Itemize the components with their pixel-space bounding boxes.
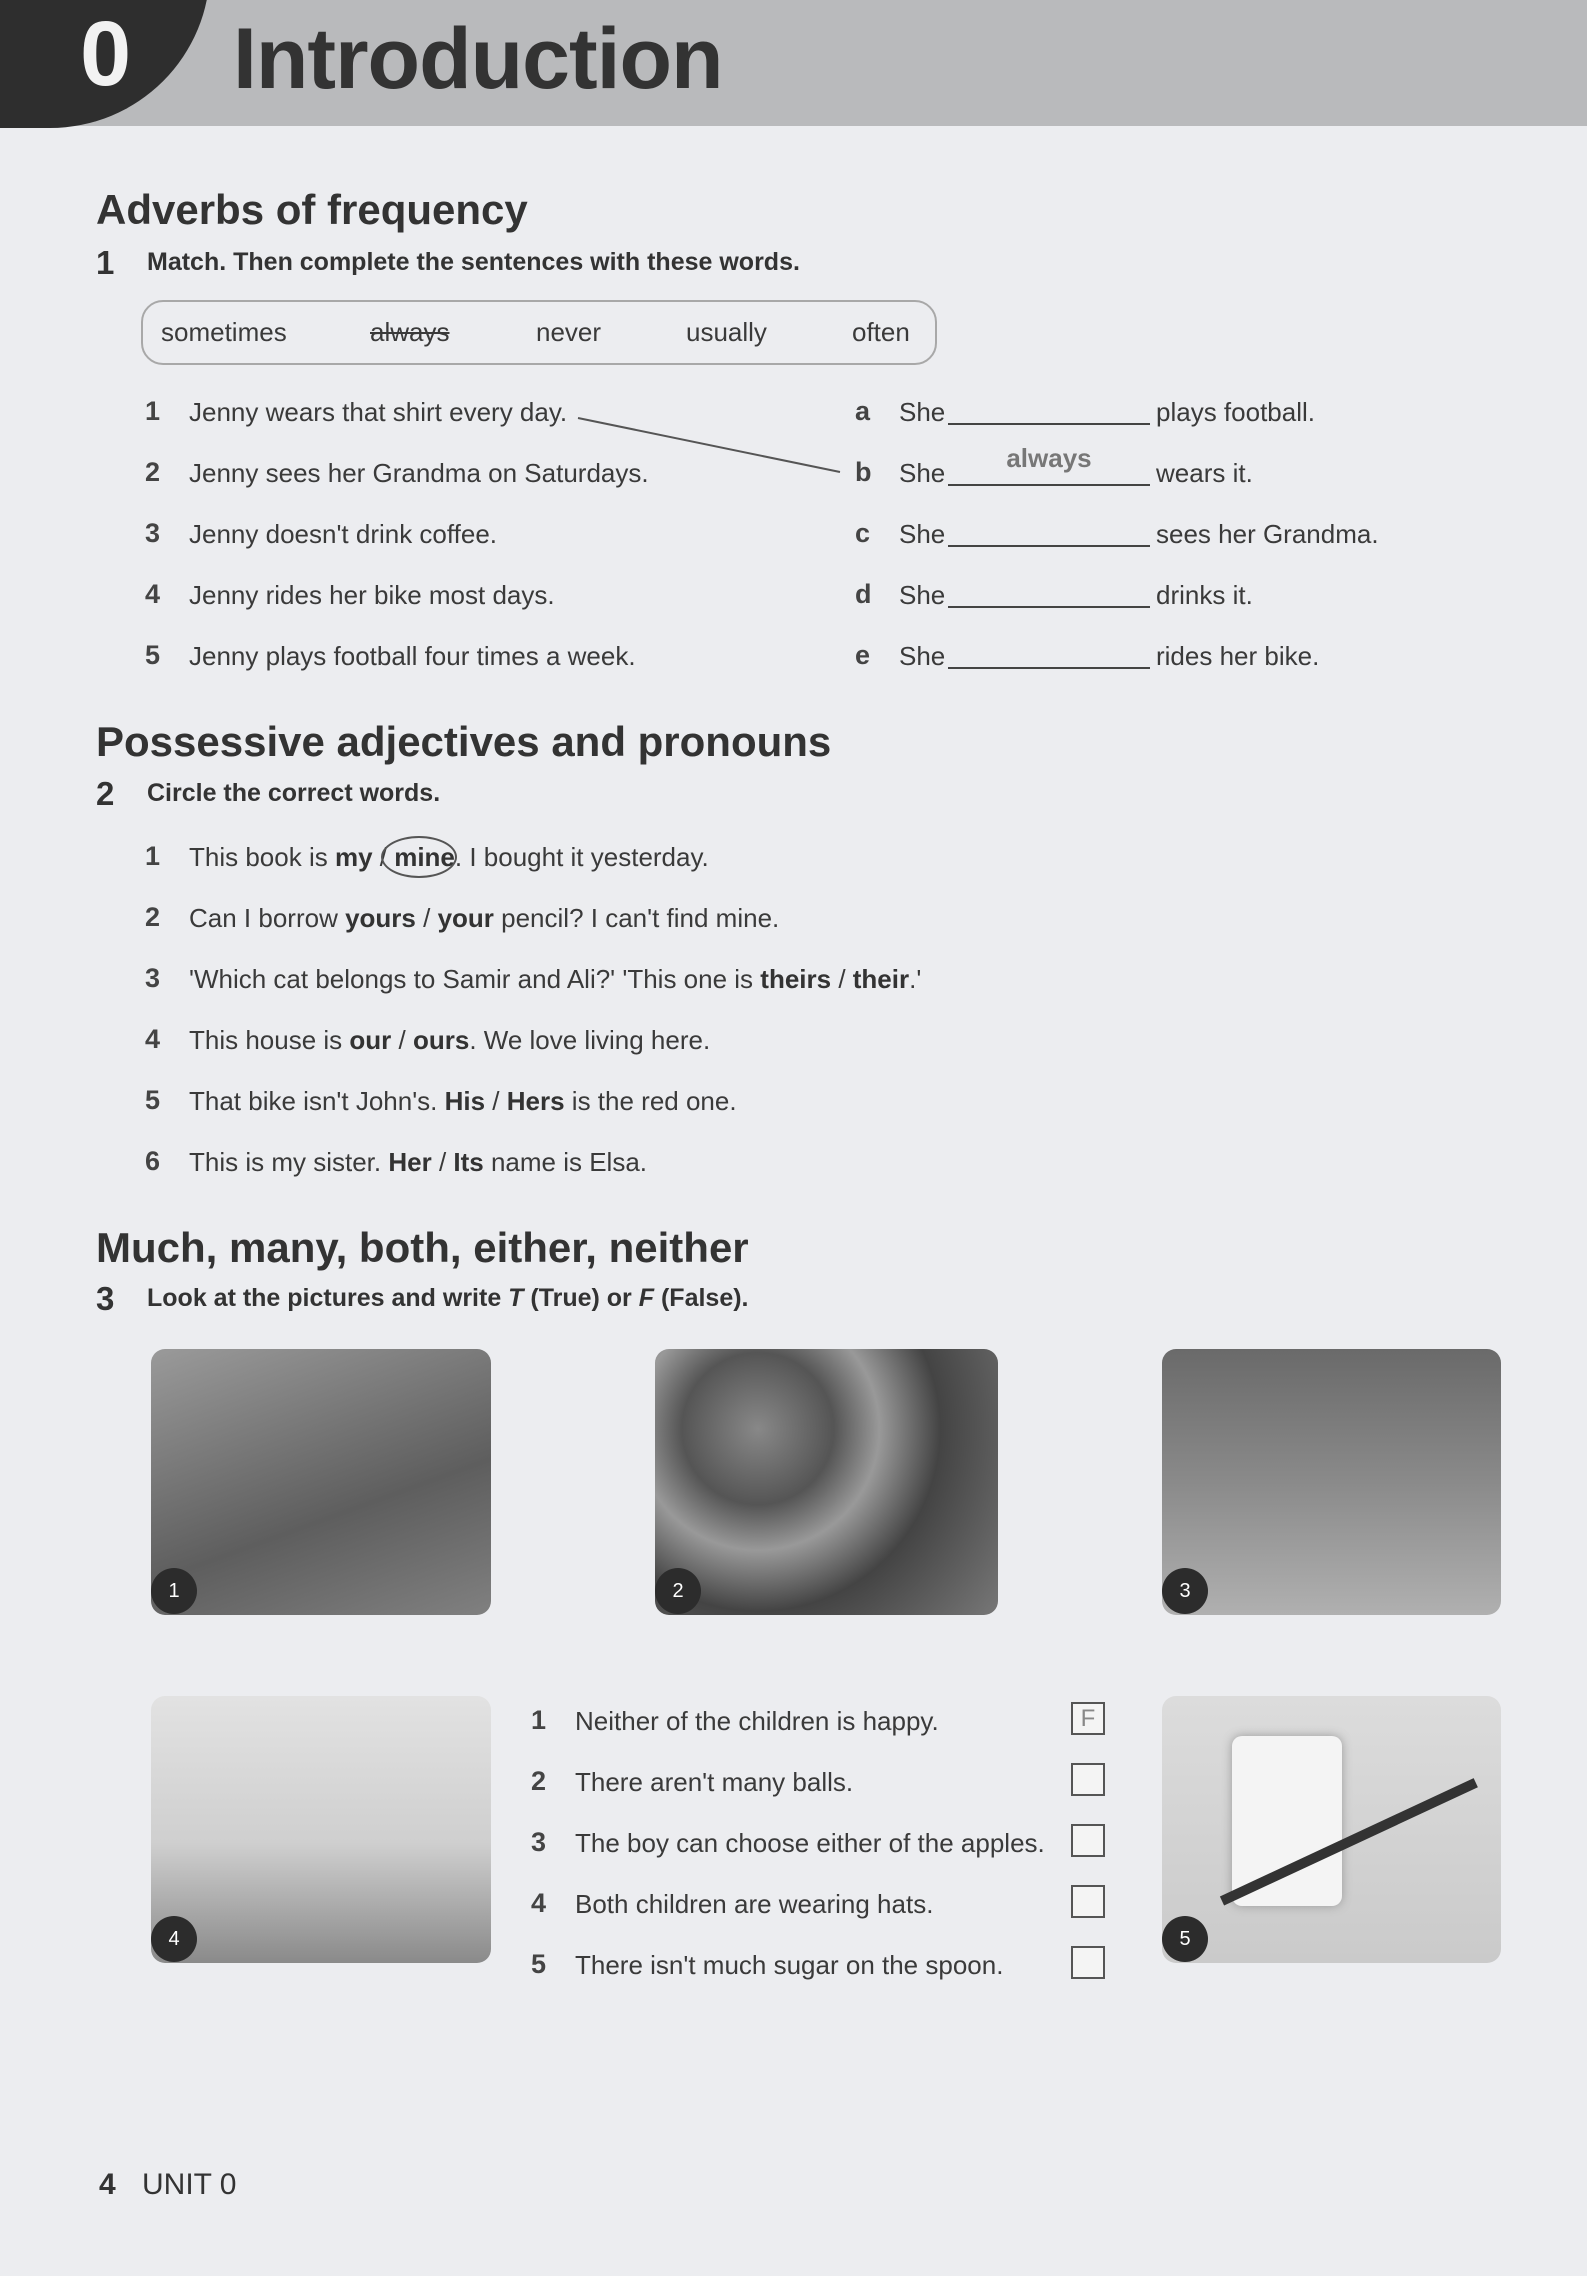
item-text: drinks it. bbox=[1156, 580, 1253, 610]
item-number: 5 bbox=[145, 640, 161, 670]
item-sentence bbox=[189, 903, 779, 934]
text: That bike isn't John's. bbox=[189, 1086, 445, 1116]
item-number: 4 bbox=[145, 1024, 161, 1054]
item-sentence bbox=[189, 964, 921, 995]
item-text: She bbox=[899, 641, 946, 671]
word-crossed: always bbox=[370, 317, 450, 347]
section-heading: Much, many, both, either, neither bbox=[96, 1224, 749, 1271]
item-text: There aren't many balls. bbox=[575, 1767, 854, 1797]
exercise-number: 2 bbox=[96, 775, 115, 812]
text: . We love living here. bbox=[469, 1025, 711, 1055]
instruction: Match. Then complete the sentences with these words. bbox=[147, 248, 800, 276]
item-number: 2 bbox=[531, 1766, 547, 1796]
item-number: 4 bbox=[145, 579, 161, 609]
section-heading: Adverbs of frequency bbox=[96, 186, 528, 233]
photo-number-badge: 3 bbox=[1162, 1568, 1208, 1614]
answer-blank[interactable] bbox=[948, 667, 1150, 669]
item-text: Jenny doesn't drink coffee. bbox=[189, 519, 498, 549]
answer-blank[interactable] bbox=[948, 423, 1150, 425]
item-sentence bbox=[189, 1025, 710, 1056]
item-letter: b bbox=[855, 457, 872, 487]
separator: / bbox=[372, 842, 395, 872]
item-text: Both children are wearing hats. bbox=[575, 1889, 934, 1919]
item-number: 1 bbox=[145, 396, 161, 426]
item-letter: e bbox=[855, 640, 871, 670]
option-a[interactable]: yours bbox=[345, 903, 416, 933]
item-number: 4 bbox=[531, 1888, 547, 1918]
answer-checkbox[interactable]: F bbox=[1071, 1702, 1105, 1735]
instruction: Circle the correct words. bbox=[147, 779, 441, 807]
answer-checkbox[interactable] bbox=[1071, 1763, 1105, 1796]
separator: / bbox=[831, 964, 853, 994]
answer-checkbox[interactable] bbox=[1071, 1946, 1105, 1979]
unit-label: UNIT 0 bbox=[142, 2168, 237, 2201]
text: pencil? I can't find mine. bbox=[493, 903, 780, 933]
answer-blank[interactable] bbox=[948, 606, 1150, 608]
exercise-number: 3 bbox=[96, 1280, 115, 1317]
item-text: The boy can choose either of the apples. bbox=[575, 1828, 1045, 1858]
item-text: Jenny plays football four times a week. bbox=[189, 641, 636, 671]
photo-picnic bbox=[1162, 1349, 1501, 1615]
answer-checkbox[interactable] bbox=[1071, 1824, 1105, 1857]
photo-two-boys bbox=[151, 1349, 491, 1615]
item-text: Jenny wears that shirt every day. bbox=[189, 397, 568, 427]
photo-sugar-spoon bbox=[1162, 1696, 1501, 1963]
separator: / bbox=[415, 903, 438, 933]
text: This is my sister. bbox=[189, 1147, 389, 1177]
exercise-number: 1 bbox=[96, 244, 115, 281]
item-text: She bbox=[899, 458, 946, 488]
text: This house is bbox=[189, 1025, 350, 1055]
page-title: Introduction bbox=[233, 11, 723, 107]
answer-circle bbox=[381, 836, 457, 878]
option-a[interactable]: my bbox=[334, 842, 373, 872]
photo-number-badge: 5 bbox=[1162, 1916, 1208, 1962]
option-b[interactable]: mine bbox=[394, 842, 455, 872]
answer-text: always bbox=[1006, 443, 1092, 473]
item-number: 1 bbox=[531, 1705, 547, 1735]
word: never bbox=[536, 317, 602, 347]
option-a[interactable]: His bbox=[444, 1086, 486, 1116]
option-b[interactable]: their bbox=[852, 964, 910, 994]
item-sentence bbox=[189, 1086, 737, 1117]
option-b[interactable]: your bbox=[437, 903, 494, 933]
item-text: sees her Grandma. bbox=[1156, 519, 1379, 549]
word: often bbox=[852, 317, 910, 347]
word: usually bbox=[686, 317, 767, 347]
item-number: 2 bbox=[145, 902, 161, 932]
answer-blank[interactable] bbox=[948, 484, 1150, 486]
item-text: There isn't much sugar on the spoon. bbox=[575, 1950, 1004, 1980]
text: Can I borrow bbox=[189, 903, 346, 933]
option-b[interactable]: Hers bbox=[506, 1086, 565, 1116]
option-b[interactable]: ours bbox=[412, 1025, 470, 1055]
item-text: plays football. bbox=[1156, 397, 1315, 427]
item-text: Jenny sees her Grandma on Saturdays. bbox=[189, 458, 649, 488]
option-b[interactable]: Its bbox=[453, 1147, 484, 1177]
item-text: She bbox=[899, 580, 946, 610]
text: is the red one. bbox=[564, 1086, 737, 1116]
item-letter: c bbox=[855, 518, 871, 548]
item-number: 1 bbox=[145, 841, 161, 871]
text: .' bbox=[909, 964, 922, 994]
item-text: She bbox=[899, 519, 946, 549]
separator: / bbox=[431, 1147, 454, 1177]
page-number: 4 bbox=[99, 2168, 116, 2201]
photo-birthday bbox=[151, 1696, 491, 1963]
item-text: wears it. bbox=[1156, 458, 1253, 488]
item-number: 2 bbox=[145, 457, 161, 487]
answer-checkbox[interactable] bbox=[1071, 1885, 1105, 1918]
instruction: Look at the pictures and write T (True) or F (False). bbox=[147, 1284, 749, 1312]
section-heading: Possessive adjectives and pronouns bbox=[96, 718, 832, 765]
item-text: She bbox=[899, 397, 946, 427]
photo-number-badge: 2 bbox=[655, 1568, 701, 1614]
item-number: 3 bbox=[145, 963, 161, 993]
text: name is Elsa. bbox=[483, 1147, 648, 1177]
item-letter: d bbox=[855, 579, 872, 609]
answer-blank[interactable] bbox=[948, 545, 1150, 547]
separator: / bbox=[485, 1086, 507, 1116]
word: sometimes bbox=[161, 317, 287, 347]
text: This book is bbox=[189, 842, 335, 872]
item-sentence bbox=[189, 1147, 647, 1178]
option-a[interactable]: Her bbox=[388, 1147, 432, 1177]
text: . I bought it yesterday. bbox=[454, 842, 709, 872]
photo-number-badge: 1 bbox=[151, 1568, 197, 1614]
text: 'Which cat belongs to Samir and Ali?' 'This one is bbox=[189, 964, 761, 994]
unit-number: 0 bbox=[80, 3, 132, 105]
separator: / bbox=[391, 1025, 413, 1055]
item-number: 3 bbox=[145, 518, 161, 548]
item-text: Neither of the children is happy. bbox=[575, 1706, 939, 1736]
option-a[interactable]: theirs bbox=[760, 964, 832, 994]
item-letter: a bbox=[855, 396, 871, 426]
item-number: 5 bbox=[145, 1085, 161, 1115]
item-text: rides her bike. bbox=[1156, 641, 1320, 671]
item-number: 6 bbox=[145, 1146, 161, 1176]
photo-ball-pit bbox=[655, 1349, 998, 1615]
photo-number-badge: 4 bbox=[151, 1916, 197, 1962]
option-a[interactable]: our bbox=[349, 1025, 392, 1055]
item-number: 3 bbox=[531, 1827, 547, 1857]
item-number: 5 bbox=[531, 1949, 547, 1979]
item-text: Jenny rides her bike most days. bbox=[189, 580, 555, 610]
